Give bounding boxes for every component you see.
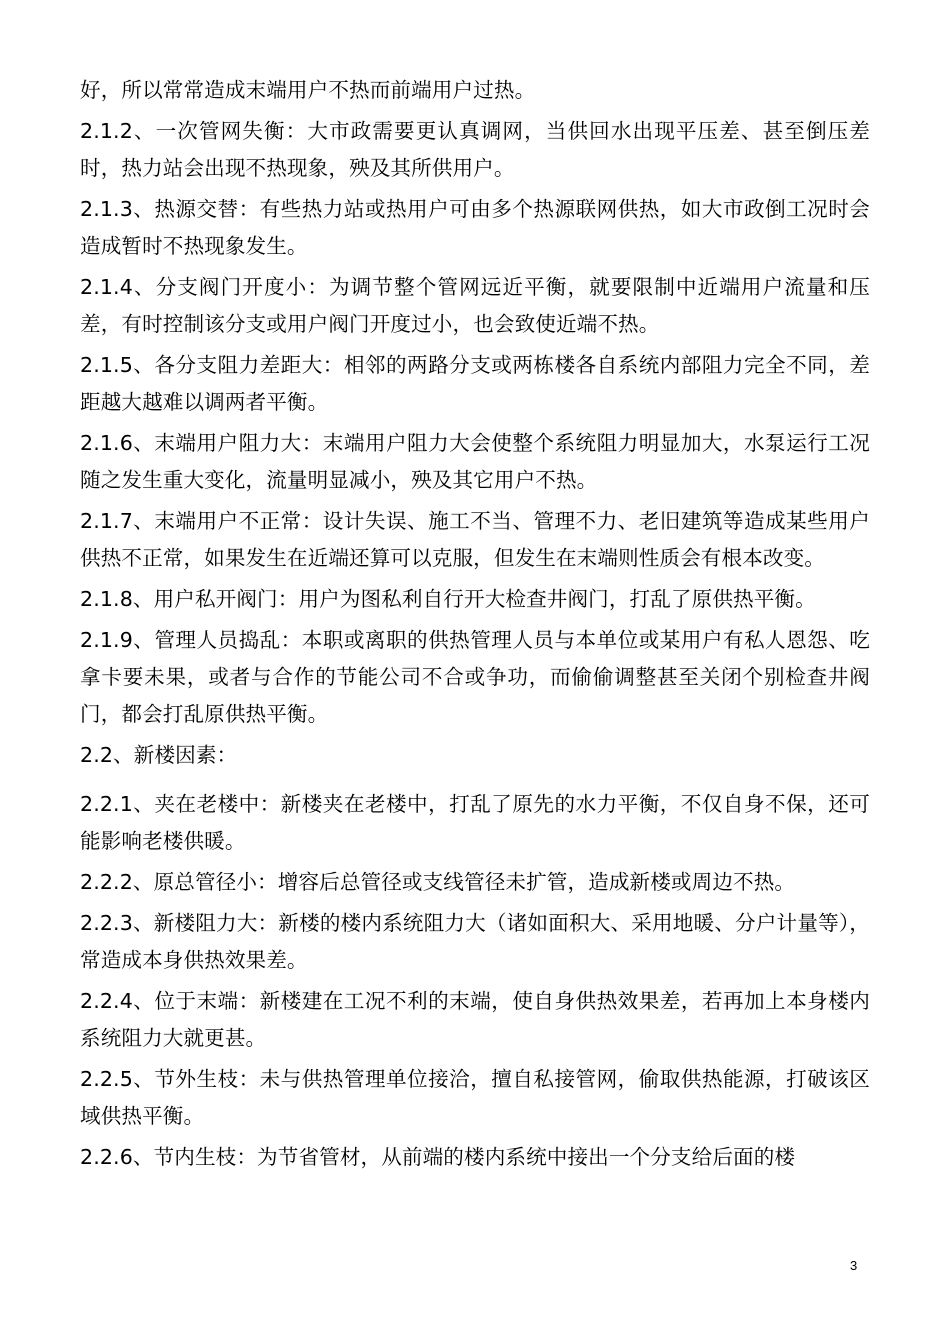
paragraph-2-2-5: 2.2.5、节外生枝：未与供热管理单位接洽，擅自私接管网，偷取供热能源，打破该区域供热平衡。 [80, 1067, 870, 1128]
paragraph-2-1-9: 2.1.9、管理人员捣乱：本职或离职的供热管理人员与本单位或某用户有私人恩怨、吃拿卡要未果，或者与合作的节能公司不合或争功，而偷偷调整甚至关闭个别检查井阀门，都会打乱原供热平衡。 [80, 628, 870, 726]
paragraph-2-1-4: 2.1.4、分支阀门开度小：为调节整个管网远近平衡，就要限制中近端用户流量和压差，有时控制该分支或用户阀门开度过小，也会致使近端不热。 [80, 275, 870, 336]
paragraph-2-2-1: 2.2.1、夹在老楼中：新楼夹在老楼中，打乱了原先的水力平衡，不仅自身不保，还可能影响老楼供暖。 [80, 792, 870, 853]
paragraph-2-1-6: 2.1.6、末端用户阻力大：末端用户阻力大会使整个系统阻力明显加大，水泵运行工况随之发生重大变化，流量明显减小，殃及其它用户不热。 [80, 431, 870, 492]
paragraph-2-2-3: 2.2.3、新楼阻力大：新楼的楼内系统阻力大（诸如面积大、采用地暖、分户计量等），常造成本身供热效果差。 [80, 911, 870, 972]
document-body [80, 72, 870, 1180]
paragraph-2-2-4: 2.2.4、位于末端：新楼建在工况不利的末端，使自身供热效果差，若再加上本身楼内系统阻力大就更甚。 [80, 989, 870, 1050]
paragraph-continuation: 好，所以常常造成末端用户不热而前端用户过热。 [80, 78, 536, 102]
paragraph-2-1-8: 2.1.8、用户私开阀门：用户为图私利自行开大检查井阀门，打乱了原供热平衡。 [80, 587, 816, 611]
paragraph-2-1-7: 2.1.7、末端用户不正常：设计失误、施工不当、管理不力、老旧建筑等造成某些用户供热不正常，如果发生在近端还算可以克服，但发生在末端则性质会有根本改变。 [80, 509, 870, 570]
paragraph-2-2-2: 2.2.2、原总管径小：增容后总管径或支线管径未扩管，造成新楼或周边不热。 [80, 870, 796, 894]
paragraph-2-2-6: 2.2.6、节内生枝：为节省管材，从前端的楼内系统中接出一个分支给后面的楼 [80, 1145, 796, 1169]
page-number: 3 [850, 1258, 858, 1273]
paragraph-2-1-5: 2.1.5、各分支阻力差距大：相邻的两路分支或两栋楼各自系统内部阻力完全不同，差距越大越难以调两者平衡。 [80, 353, 870, 414]
section-heading-2-2: 2.2、新楼因素： [80, 743, 238, 767]
paragraph-2-1-3: 2.1.3、热源交替：有些热力站或热用户可由多个热源联网供热，如大市政倒工况时会造成暂时不热现象发生。 [80, 197, 870, 258]
paragraph-2-1-2: 2.1.2、一次管网失衡：大市政需要更认真调网，当供回水出现平压差、甚至倒压差时，热力站会出现不热现象，殃及其所供用户。 [80, 119, 870, 180]
